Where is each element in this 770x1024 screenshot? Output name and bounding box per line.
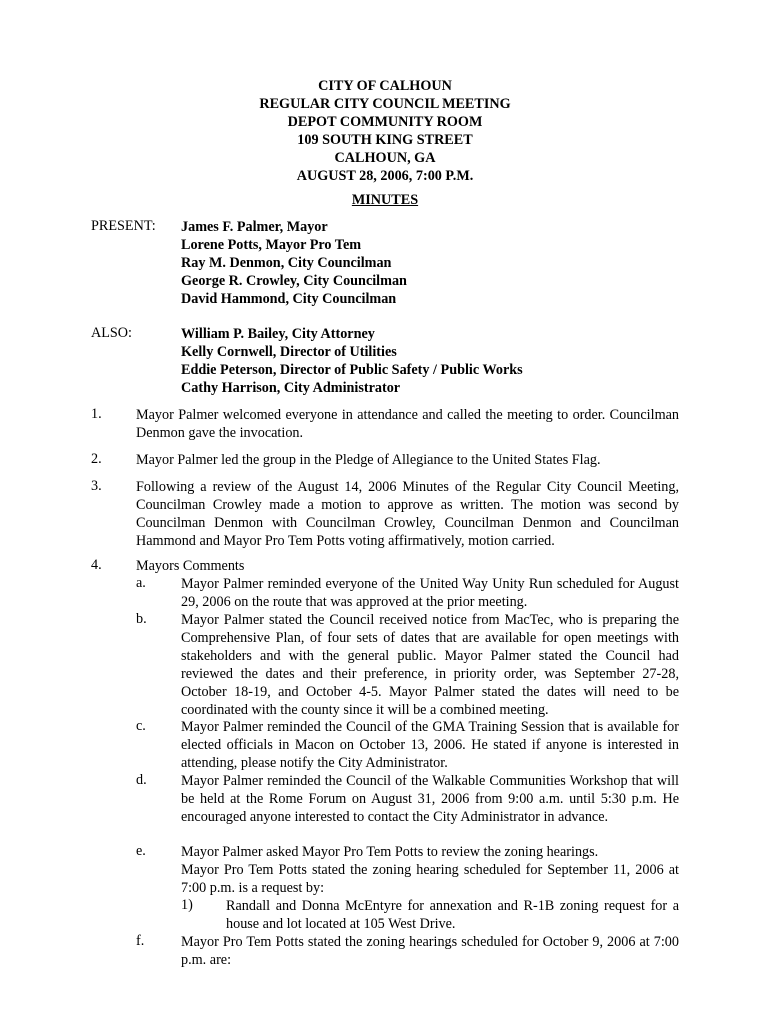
also-list bbox=[181, 325, 523, 397]
attendee-name: George R. Crowley, City Councilman bbox=[181, 273, 407, 289]
item-number: 1. bbox=[91, 406, 102, 422]
attendee-name: David Hammond, City Councilman bbox=[181, 291, 397, 307]
meeting-date: AUGUST 28, 2006, 7:00 P.M. bbox=[296, 168, 474, 184]
also-label: ALSO: bbox=[91, 325, 132, 341]
subitem-letter: c. bbox=[136, 718, 146, 734]
present-list bbox=[181, 218, 407, 308]
item-text: Mayor Palmer welcomed everyone in attendance and called the meeting to order. Councilman Denmon gave the invocation. bbox=[136, 407, 679, 441]
item-text: Following a review of the August 14, 2006 Minutes of the Regular City Council Meeting, Councilman Crowley made a motion to approve as written. The motion was second by Councilman Denmon with Councilman Crowley, Councilman Denmon and Councilman Hammond and Mayor Pro Tem Potts voting affirmatively, motion carried. bbox=[136, 479, 679, 549]
attendee-name: James F. Palmer, Mayor bbox=[181, 219, 328, 235]
item-number: 3. bbox=[91, 478, 102, 494]
staff-name: Cathy Harrison, City Administrator bbox=[181, 380, 401, 396]
subitem-letter: a. bbox=[136, 575, 146, 591]
subitem-letter: f. bbox=[136, 933, 145, 949]
subitem-text: Mayor Palmer reminded everyone of the United Way Unity Run scheduled for August 29, 2006 on the route that was approved at the prior meeting. bbox=[181, 576, 679, 610]
subitem-text: Mayor Pro Tem Potts stated the zoning hearings scheduled for October 9, 2006 at 7:00 p.m. are: bbox=[181, 934, 679, 968]
city-state: CALHOUN, GA bbox=[334, 150, 436, 166]
staff-name: William P. Bailey, City Attorney bbox=[181, 326, 375, 342]
meeting-title: REGULAR CITY COUNCIL MEETING bbox=[259, 96, 511, 112]
subsubitem-text: Randall and Donna McEntyre for annexation and R-1B zoning request for a house and lot located at 105 West Drive. bbox=[226, 898, 679, 932]
document-header bbox=[0, 77, 770, 185]
present-label: PRESENT: bbox=[91, 218, 156, 234]
meeting-location: DEPOT COMMUNITY ROOM bbox=[287, 114, 483, 130]
subitem-text: Mayor Palmer reminded the Council of the GMA Training Session that is available for elected officials in Macon on October 13, 2006. He stated if anyone is interested in attending, please notify the City Administrator. bbox=[181, 719, 679, 771]
attendee-name: Ray M. Denmon, City Councilman bbox=[181, 255, 392, 271]
staff-name: Eddie Peterson, Director of Public Safety / Public Works bbox=[181, 362, 523, 378]
subitem-letter: d. bbox=[136, 772, 147, 788]
subitem-text: Mayor Palmer asked Mayor Pro Tem Potts to review the zoning hearings. bbox=[181, 844, 599, 860]
attendee-name: Lorene Potts, Mayor Pro Tem bbox=[181, 237, 362, 253]
item-text: Mayors Comments bbox=[136, 558, 245, 574]
subitem-letter: b. bbox=[136, 611, 147, 627]
item-number: 2. bbox=[91, 451, 102, 467]
subitem-text: Mayor Palmer stated the Council received notice from MacTec, who is preparing the Comprehensive Plan, of four sets of dates that are available for open meetings with stakeholders and with the general public. Mayor Palmer stated the Council had reviewed the dates and their preference, in priority order, was September 27-28, October 18-19, and October 4-5. Mayor Palmer stated the dates will need to be coordinated with the county since it will be a combined meeting. bbox=[181, 612, 679, 718]
item-text: Mayor Palmer led the group in the Pledge of Allegiance to the United States Flag. bbox=[136, 452, 601, 468]
subitem-letter: e. bbox=[136, 843, 146, 859]
street-address: 109 SOUTH KING STREET bbox=[297, 132, 473, 148]
item-number: 4. bbox=[91, 557, 102, 573]
subitem-text-continued: Mayor Pro Tem Potts stated the zoning hearing scheduled for September 11, 2006 at 7:00 p.m. is a request by: bbox=[181, 862, 679, 896]
minutes-title: MINUTES bbox=[351, 192, 419, 208]
subitem-text: Mayor Palmer reminded the Council of the Walkable Communities Workshop that will be held at the Rome Forum on August 31, 2006 from 9:00 a.m. until 5:30 p.m. He encouraged anyone interested to contact the City Administrator in advance. bbox=[181, 773, 679, 825]
staff-name: Kelly Cornwell, Director of Utilities bbox=[181, 344, 397, 360]
subsubitem-number: 1) bbox=[181, 897, 193, 913]
city-name: CITY OF CALHOUN bbox=[318, 78, 452, 94]
